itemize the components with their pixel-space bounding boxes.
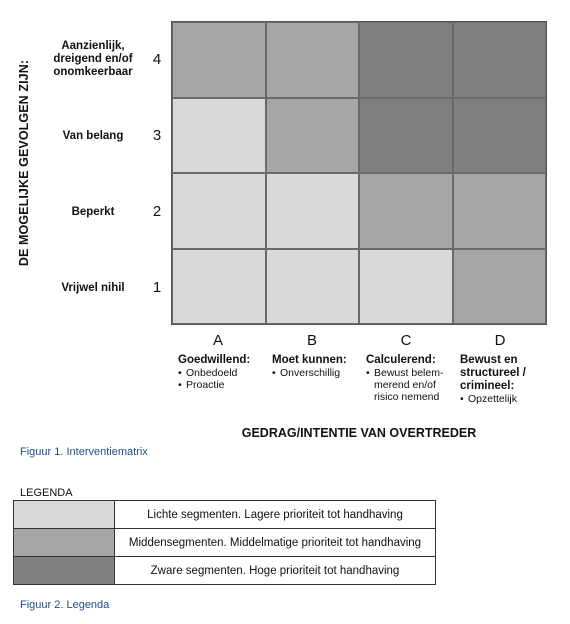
- column-description-d: [460, 354, 544, 405]
- row-number-1: 1: [152, 279, 162, 296]
- matrix-cell-d2: [453, 173, 547, 249]
- matrix-cell-b1: [266, 249, 360, 325]
- legend-swatch-zwaar: [14, 557, 115, 584]
- column-bullet: • Onbedoeld: [178, 367, 272, 379]
- column-bullet: • Proactie: [178, 379, 272, 391]
- x-axis-title: GEDRAG/INTENTIE VAN OVERTREDER: [241, 426, 477, 440]
- column-title-d: Bewust en structureel / crimineel:: [460, 354, 526, 392]
- legend-title: LEGENDA: [20, 487, 73, 499]
- matrix-cell-c2: [359, 173, 453, 249]
- matrix-cell-c1: [359, 249, 453, 325]
- column-description-a: [178, 354, 272, 391]
- column-letter-c: C: [400, 332, 412, 349]
- column-title-a: Goedwillend:: [178, 354, 251, 366]
- row-label-1: Vrijwel nihil: [61, 282, 125, 294]
- column-bullet: • Bewust belem-merend en/of risico nemend: [366, 367, 450, 403]
- matrix-cell-b4: [266, 22, 360, 98]
- matrix-cell-d3: [453, 98, 547, 174]
- row-number-4: 4: [152, 51, 162, 68]
- column-bullet: • Opzettelijk: [460, 393, 544, 405]
- matrix-cell-b3: [266, 98, 360, 174]
- matrix-cell-d1: [453, 249, 547, 325]
- column-letter-d: D: [494, 332, 506, 349]
- intervention-matrix: [171, 21, 547, 325]
- legend-swatch-licht: [14, 501, 115, 528]
- matrix-cell-a4: [172, 22, 266, 98]
- row-label-2: Beperkt: [71, 206, 115, 218]
- row-label-3: Van belang: [62, 130, 124, 142]
- column-description-b: [272, 354, 366, 379]
- legend-swatch-midden: [14, 529, 115, 556]
- column-title-b: Moet kunnen:: [272, 354, 347, 366]
- figure-caption-1: Figuur 1. Interventiematrix: [20, 446, 148, 458]
- legend-row-midden: [14, 529, 435, 557]
- y-axis-title: DE MOGELIJKE GEVOLGEN ZIJN:: [17, 59, 31, 267]
- matrix-cell-a1: [172, 249, 266, 325]
- figure-caption-2: Figuur 2. Legenda: [20, 599, 110, 611]
- legend-row-zwaar: [14, 557, 435, 584]
- legend-text-midden: Middensegmenten. Middelmatige prioriteit tot handhaving: [128, 536, 422, 549]
- matrix-cell-a3: [172, 98, 266, 174]
- column-title-c: Calculerend:: [366, 354, 436, 366]
- column-letter-a: A: [212, 332, 223, 349]
- row-label-4: Aanzienlijk, dreigend en/of onomkeerbaar: [53, 40, 133, 78]
- column-bullet: • Onverschillig: [272, 367, 366, 379]
- column-letter-b: B: [306, 332, 317, 349]
- row-number-2: 2: [152, 203, 162, 220]
- legend-row-licht: [14, 501, 435, 529]
- legend-text-licht: Lichte segmenten. Lagere prioriteit tot handhaving: [147, 508, 403, 521]
- matrix-cell-a2: [172, 173, 266, 249]
- matrix-cell-c3: [359, 98, 453, 174]
- matrix-cell-c4: [359, 22, 453, 98]
- column-description-c: [366, 354, 450, 403]
- legend-table: [13, 500, 436, 585]
- matrix-cell-b2: [266, 173, 360, 249]
- matrix-cell-d4: [453, 22, 547, 98]
- row-number-3: 3: [152, 127, 162, 144]
- legend-text-zwaar: Zware segmenten. Hoge prioriteit tot handhaving: [150, 564, 400, 577]
